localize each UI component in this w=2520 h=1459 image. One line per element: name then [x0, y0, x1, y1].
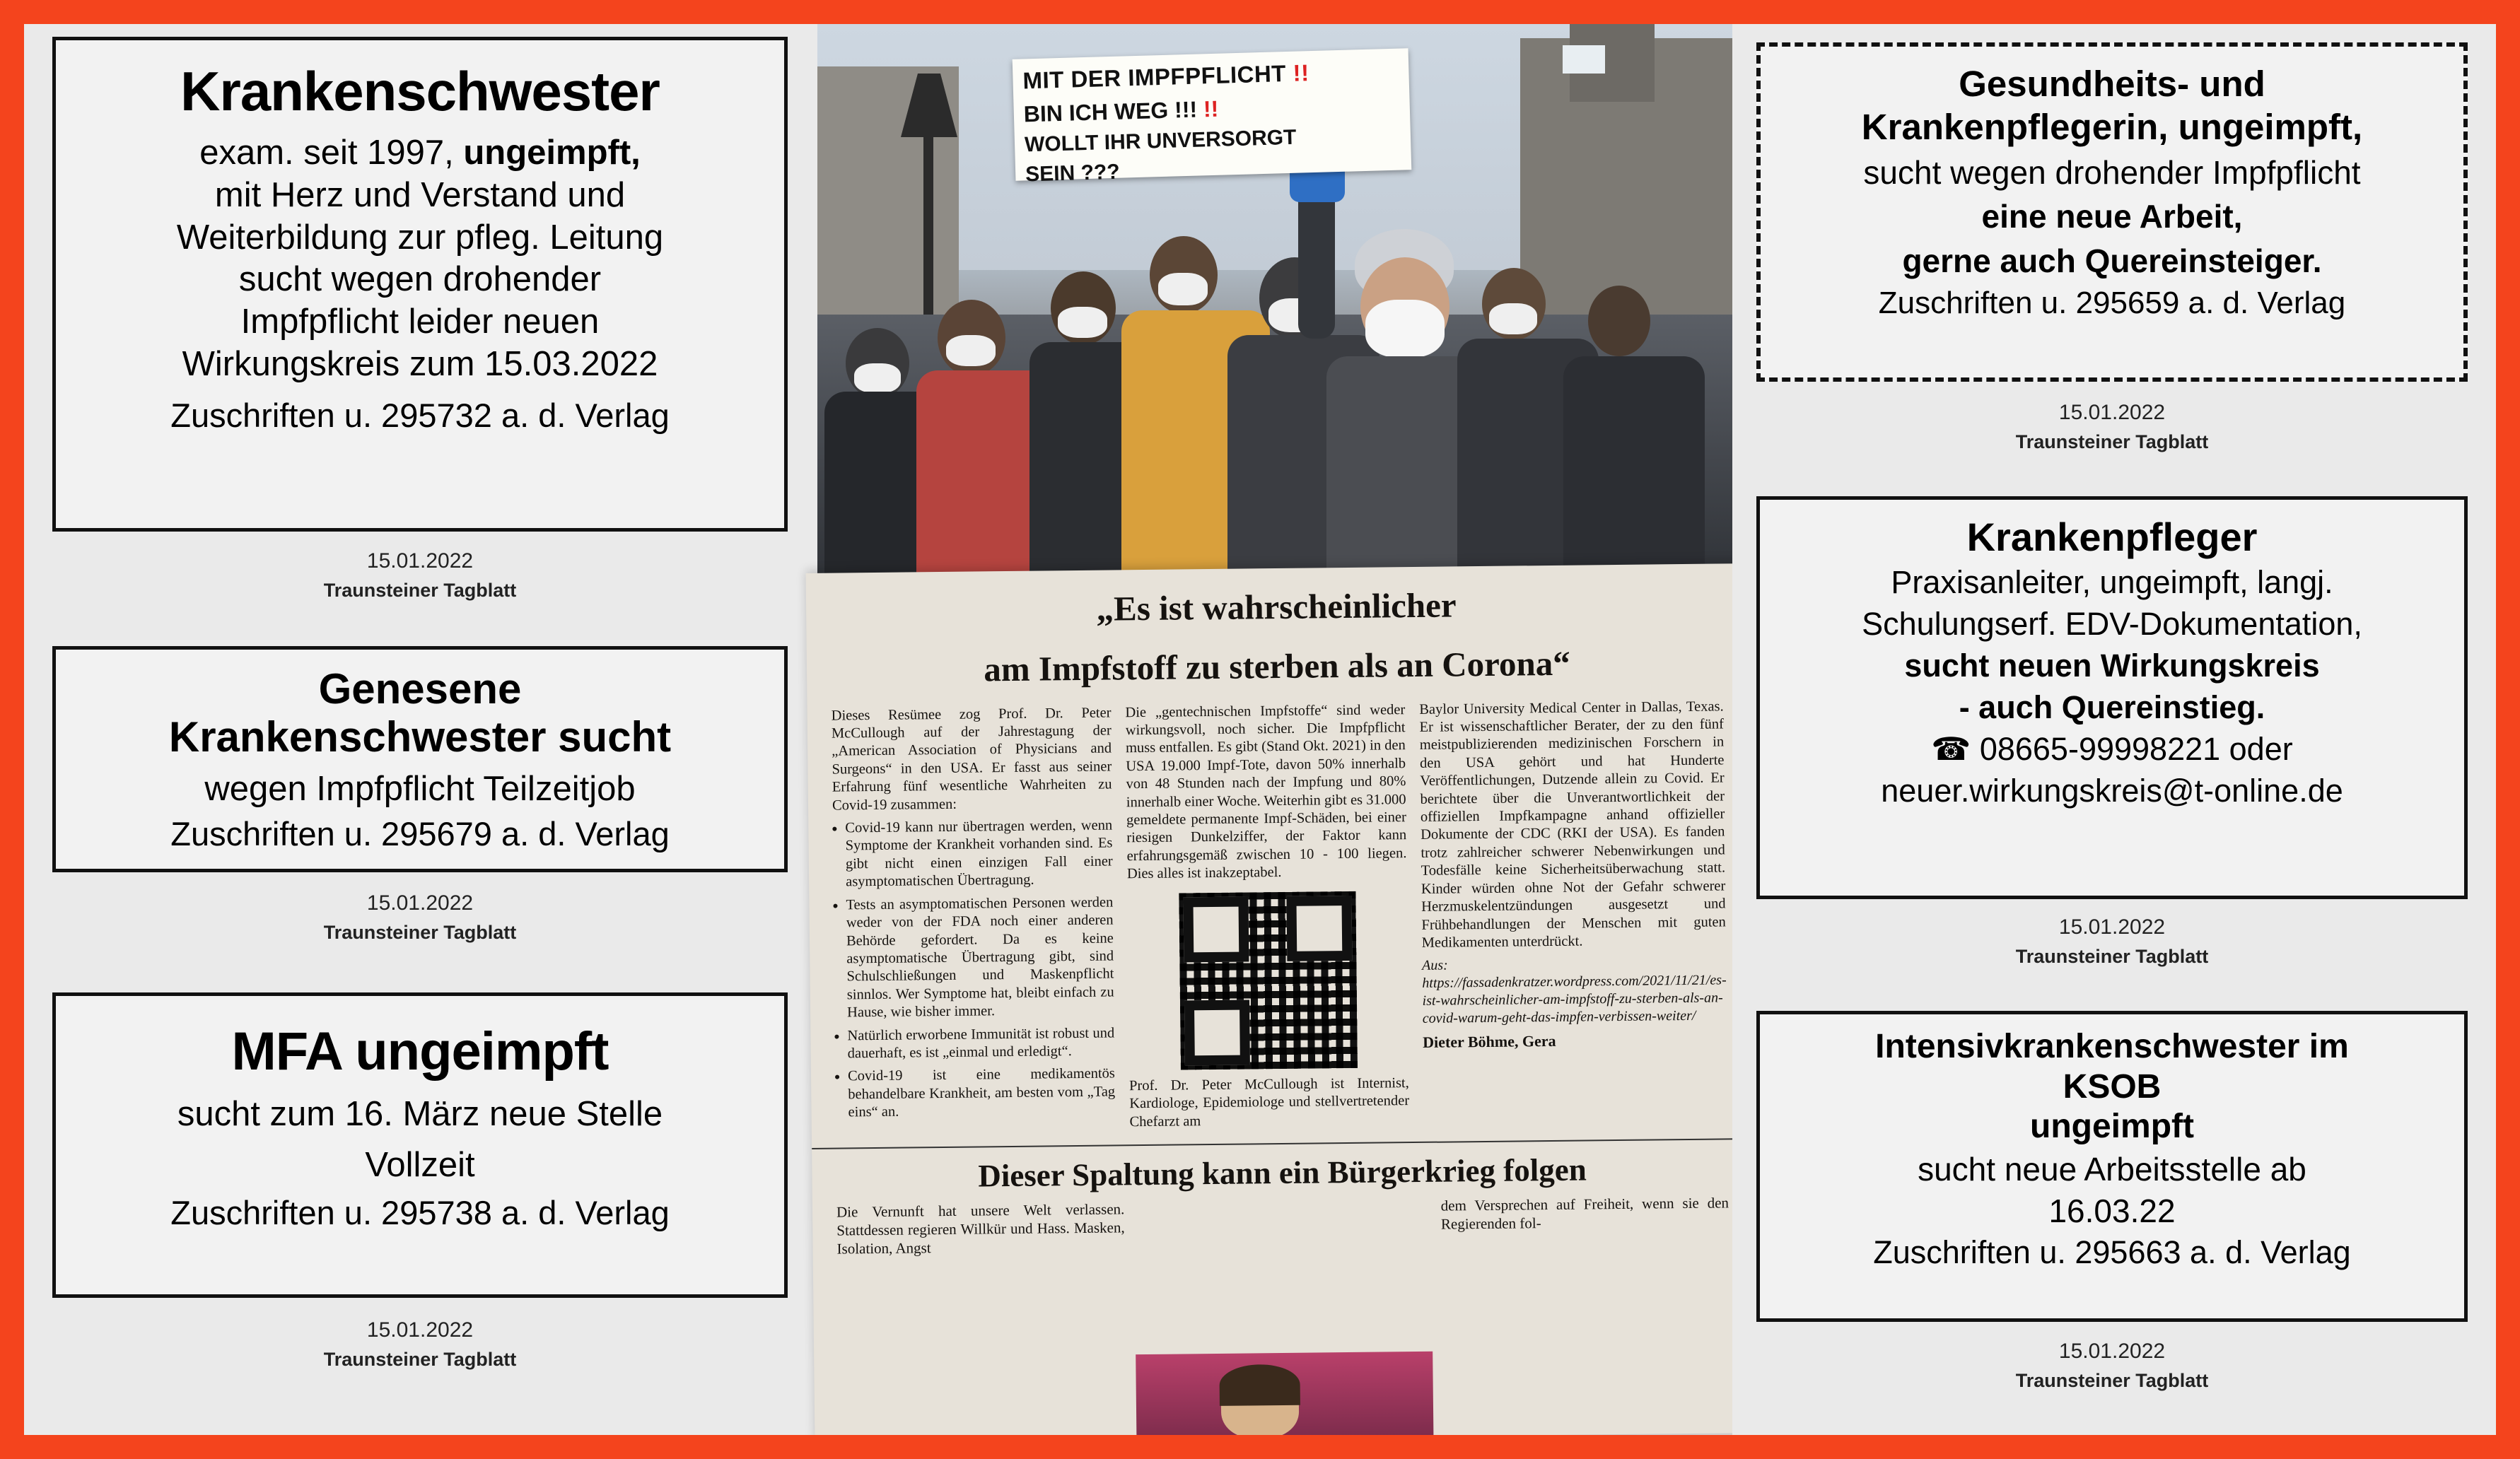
clipping-bottom-left: Die Vernunft hat unsere Welt verlassen. Stattdessen regieren Willkür und Hass. Masken, Isolation, Angst: [836, 1200, 1125, 1258]
clipping-column-1: [832, 704, 1116, 1139]
ad-line: sucht zum 16. März neue Stelle: [177, 1094, 663, 1133]
ad-meta: [52, 888, 788, 947]
ad-line: Wirkungskreis zum 15.03.2022: [182, 344, 658, 383]
ad-line: mit Herz und Verstand und: [214, 175, 626, 214]
ad-date: 15.01.2022: [366, 891, 474, 915]
sign-line-1: [1022, 57, 1399, 95]
ad-date: 15.01.2022: [366, 1318, 474, 1342]
ad-line: Vollzeit: [365, 1146, 475, 1185]
ad-krankenschwester: [52, 37, 788, 532]
ad-line: Praxisanleiter, ungeimpft, langj.: [1891, 564, 2333, 601]
clipping-headline-line1: „Es ist wahrscheinlicher: [1096, 585, 1457, 628]
clipping-bullet: • Covid-19 kann nur übertragen werden, wenn Symptome der Krankheit vorhanden sind. Es gibt nicht einen einzigen Fall einer asymptomatischen Übertragung.: [845, 817, 1113, 892]
ad-mfa-ungeimpft: [52, 992, 788, 1298]
sign-text-1: MIT DER IMPFPFLICHT: [1022, 60, 1287, 94]
ad-contact: Zuschriften u. 295679 a. d. Verlag: [170, 814, 670, 852]
clipping-body: Die „gentechnischen Impfstoffe“ sind weder wirkungsvoll, noch sicher. Die Impfpflicht muss entfallen. Es gibt (Stand Okt. 2021) in den USA 19.000 Impf-Tote, davon 50% innerhalb von 48 Stunden nach der Impfung und 80% innerhalb einer Woche. Weiterhin gibt es 31.000 gemeldete permanente Impf-Schäden, bei einer riesigen Dunkelziffer, der Faktor kann erfahrungsgemäß zwischen 10 - 100 liegen. Dies alles ist inakzeptabel.: [1125, 701, 1407, 882]
protest-photo: [817, 24, 1732, 582]
clipping-bullet: • Natürlich erworbene Immunität ist robust und dauerhaft, es ist „einmal und erledigt“.: [847, 1024, 1114, 1063]
ad-line: 16.03.22: [2048, 1193, 2176, 1230]
ad-meta: [52, 1315, 788, 1373]
clipping-bottom-spacer: [1138, 1197, 1427, 1255]
sign-line-3: WOLLT IHR UNVERSORGT: [1024, 125, 1297, 157]
ad-title-line1: Genesene: [318, 665, 522, 713]
sign-exclaim-2: !!: [1203, 95, 1219, 122]
ad-line: Weiterbildung zur pfleg. Leitung: [176, 218, 664, 257]
clipping-intro: Dieses Resümee zog Prof. Dr. Peter McCullough auf der Jahrestagung der „American Association of Physicians and Surgeons“ in den USA. Er fasst aus seiner Erfahrung fünf wesentliche Wahrheiten zu Covid-19 zusammen:: [831, 705, 1112, 814]
crowd-ffp2-mask: [1365, 300, 1445, 358]
crowd-mask: [1489, 303, 1537, 334]
clipping-subheadline: Dieser Spaltung kann ein Bürgerkrieg folgen: [812, 1138, 1753, 1196]
clipping-source-label: Aus:: [1421, 957, 1448, 974]
ad-genesene-krankenschwester: [52, 646, 788, 872]
qr-code[interactable]: [1179, 891, 1358, 1070]
right-column: [1732, 24, 2496, 1435]
ad-contact: Zuschriften u. 295663 a. d. Verlag: [1873, 1234, 2351, 1271]
ad-title-line1: Gesundheits- und: [1959, 64, 2265, 104]
ad-meta: [52, 546, 788, 604]
ad-line: sucht wegen drohender Impfpflicht: [1863, 154, 2361, 192]
ad-publication: Traunsteiner Tagblatt: [323, 921, 517, 943]
ad-title: Krankenschwester: [180, 60, 660, 122]
ad-phone: ☎ 08665-99998221 oder: [1931, 730, 2293, 767]
ad-line: sucht neue Arbeitsstelle ab: [1918, 1150, 2306, 1188]
ad-contact: Zuschriften u. 295738 a. d. Verlag: [170, 1194, 670, 1232]
ad-meta: [1756, 912, 2468, 971]
ad-title: Krankenpfleger: [1966, 515, 2258, 559]
crowd-mask: [946, 335, 996, 366]
clipping-bullet: • Tests an asymptomatischen Personen werden weder von der FDA noch einer anderen Behörde gefordert. Da es keine asymptomatische Übertragung gibt, sind Schulschließungen und Maskenpflicht sinnlos. Wer Symptome hat, bleibt einfach zu Hause, wie bisher immer.: [846, 893, 1114, 1022]
ad-title-line2: Krankenpflegerin, ungeimpft,: [1861, 107, 2363, 148]
ad-title-line1: Intensivkrankenschwester im: [1875, 1028, 2349, 1065]
ad-line: Impfpflicht leider neuen: [240, 303, 600, 341]
clipping-bullet: • Covid-19 ist eine medikamentös behandelbare Krankheit, am besten vom „Tag eins“ an.: [848, 1065, 1116, 1122]
ad-publication: Traunsteiner Tagblatt: [323, 1348, 517, 1370]
clipping-bottom-columns: [812, 1186, 1754, 1258]
crowd-mask: [854, 363, 901, 393]
crowd-head: [1588, 286, 1650, 356]
ad-line: wegen Impfpflicht Teilzeitjob: [204, 769, 636, 808]
clipping-column-3: [1419, 698, 1728, 1133]
clipping-source-link: https://fassadenkratzer.wordpress.com/2021/11/21/es-ist-wahrscheinlicher-am-impfstoff-zu-sterben-als-an-covid-warum-geht-das-impfen-verbissen-weiter/: [1422, 972, 1727, 1026]
ad-line: sucht wegen drohender: [238, 260, 602, 299]
ad-line: eine neue Arbeit,: [1981, 198, 2243, 235]
ad-publication: Traunsteiner Tagblatt: [2015, 945, 2209, 967]
protest-sign: [1013, 48, 1412, 187]
clipping-column-2: [1125, 701, 1409, 1136]
clipping-bullets: [832, 817, 1115, 1123]
sign-line-2: [1023, 91, 1400, 128]
ad-line: - auch Quereinstieg.: [1959, 689, 2265, 725]
newspaper-clipping: [806, 563, 1756, 1435]
ad-krankenpfleger: [1756, 496, 2468, 899]
ad-email: neuer.wirkungskreis@t-online.de: [1881, 772, 2343, 809]
photo-flag: [1563, 45, 1605, 74]
sign-exclaim-1: !!: [1293, 59, 1310, 86]
clipping-photo-hair: [1219, 1364, 1300, 1406]
middle-column: [817, 24, 1732, 1435]
crowd-coat: [1563, 356, 1705, 582]
ad-date: 15.01.2022: [2058, 915, 2166, 939]
ad-date: 15.01.2022: [2058, 401, 2166, 424]
clipping-source-url: [1422, 954, 1727, 1028]
clipping-headline-line2: am Impfstoff zu sterben als an Corona“: [984, 643, 1570, 689]
clipping-caption: Prof. Dr. Peter McCullough ist Internist, Kardiologe, Epidemiologe und stellvertretender Chefarzt am: [1128, 1074, 1410, 1130]
clipping-body: Baylor University Medical Center in Dallas, Texas. Er ist wissenschaftlicher Berater, der zu den fünf meistpublizierenden medizinischen Forschern in den USA gehört und hat Hunderte Veröffentlichungen, Dutzende allein zu Covid. Er berichtete über die Unverantwortlichkeit der offiziellen Impfkampagne anhand offizieller Dokumente der CDC (RKI der USA). Es fanden trotz zahlreicher schwerer Nebenwirkungen und Todesfälle keine Sicherheitsüberwachung statt. Kinder würden ohne Not der Gefahr schwerer Herzmuskelentzündungen ausgesetzt und Frühbehandlungen der Menschen mit guten Medikamenten unterdrückt.: [1419, 698, 1726, 951]
ad-gesundheits-krankenpflegerin: [1756, 42, 2468, 382]
ad-title-line3: ungeimpft: [2030, 1108, 2194, 1146]
crowd-mask: [1058, 307, 1107, 338]
ad-publication: Traunsteiner Tagblatt: [323, 579, 517, 601]
ad-date: 15.01.2022: [366, 549, 474, 573]
ad-publication: Traunsteiner Tagblatt: [2015, 1369, 2209, 1391]
ad-publication: Traunsteiner Tagblatt: [2015, 430, 2209, 452]
ad-intensivkrankenschwester: [1756, 1011, 2468, 1322]
left-column: [24, 24, 817, 1435]
poster-frame: [24, 24, 2496, 1435]
sign-line-4: SEIN ???: [1025, 160, 1121, 187]
crowd-mask: [1158, 273, 1208, 305]
ad-contact: Zuschriften u. 295659 a. d. Verlag: [1878, 285, 2346, 320]
ad-meta: [1756, 397, 2468, 456]
clipping-photo: [1136, 1352, 1433, 1435]
ad-title: MFA ungeimpft: [231, 1021, 609, 1082]
sign-text-2: BIN ICH WEG !!!: [1023, 96, 1198, 127]
ad-line: gerne auch Quereinsteiger.: [1902, 242, 2322, 279]
ad-line: Schulungserf. EDV-Dokumentation,: [1862, 605, 2362, 642]
clipping-bottom-right: dem Versprechen auf Freiheit, wenn sie den Regierenden fol-: [1440, 1194, 1729, 1233]
ad-meta: [1756, 1336, 2468, 1395]
ad-date: 15.01.2022: [2058, 1340, 2166, 1363]
clipping-columns: [807, 682, 1752, 1139]
ad-title-line2: KSOB: [2063, 1067, 2162, 1106]
clipping-author: Dieter Böhme, Gera: [1423, 1031, 1556, 1051]
ad-line: exam. seit 1997, ungeimpft,: [199, 134, 641, 172]
ad-title-line2: Krankenschwester sucht: [168, 713, 672, 761]
qr-finder-bottom-left: [1184, 1000, 1250, 1065]
ad-contact: Zuschriften u. 295732 a. d. Verlag: [170, 396, 670, 434]
ad-line: sucht neuen Wirkungskreis: [1904, 647, 2320, 684]
